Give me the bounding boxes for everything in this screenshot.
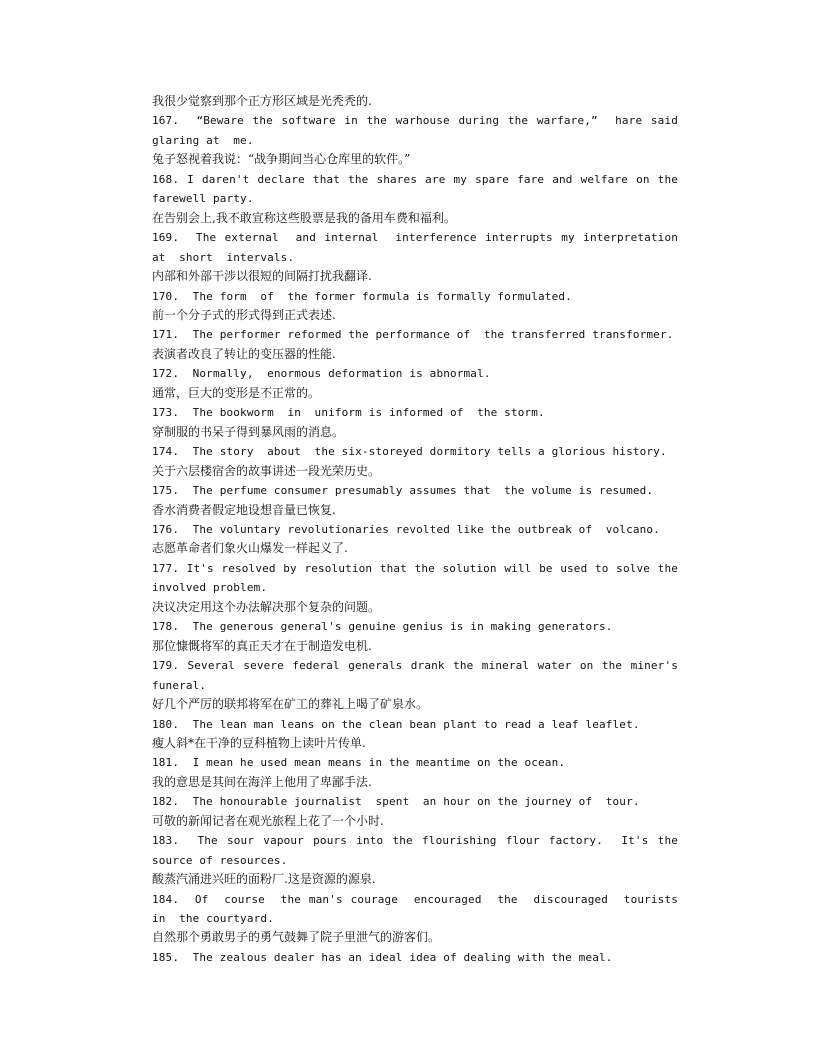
translation-line: 内部和外部干涉以很短的间隔打扰我翻译. <box>152 269 372 284</box>
translation-line: 那位慷慨将军的真正天才在于制造发电机. <box>152 638 372 653</box>
translation-line: 我的意思是其间在海洋上他用了卑鄙手法. <box>152 774 372 789</box>
sentence-line: 173. The bookworm in uniform is informed of the storm. <box>152 406 545 420</box>
sentence-line: 176. The voluntary revolutionaries revolted like the outbreak of volcano. <box>152 522 660 536</box>
translation-line: 酸蒸汽涌进兴旺的面粉厂.这是资源的源泉. <box>152 872 376 887</box>
sentence-line: 179. Several severe federal generals drank the mineral water on the miner's funeral. <box>152 659 685 692</box>
sentence-line: 170. The form of the former formula is formally formulated. <box>152 289 572 303</box>
translation-line: 关于六层楼宿舍的故事讲述一段光荣历史。 <box>152 463 381 478</box>
translation-line: 表演者改良了转让的变压器的性能. <box>152 346 336 361</box>
sentence-line: 171. The performer reformed the performance of the transferred transformer. <box>152 328 674 342</box>
sentence-line: 183. The sour vapour pours into the flourishing flour factory. It's the source of resources. <box>152 834 685 867</box>
translation-line: 穿制服的书呆子得到暴风雨的消息。 <box>152 424 345 439</box>
translation-line: 决议决定用这个办法解决那个复杂的问题。 <box>152 599 381 614</box>
translation-line: 瘦人斜*在干净的豆科植物上读叶片传单. <box>152 735 366 750</box>
sentence-line: 182. The honourable journalist spent an hour on the journey of tour. <box>152 795 640 809</box>
translation-line: 好几个严厉的联邦将军在矿工的葬礼上喝了矿泉水。 <box>152 697 429 712</box>
translation-line: 在告别会上,我不敢宣称这些股票是我的备用车费和福利。 <box>152 210 456 225</box>
translation-line: 通常，巨大的变形是不正常的。 <box>152 385 321 400</box>
translation-line: 兔子怒视着我说：“战争期间当心仓库里的软件。” <box>152 152 411 167</box>
translation-line: 香水消费者假定地设想音量已恢复. <box>152 502 336 517</box>
translation-line: 志愿革命者们象火山爆发一样起义了. <box>152 541 348 556</box>
sentence-line: 174. The story about the six-storeyed dormitory tells a glorious history. <box>152 445 667 459</box>
sentence-line: 168. I daren't declare that the shares are my spare fare and welfare on the farewell party. <box>152 172 685 206</box>
sentence-line: 177. It's resolved by resolution that the solution will be used to solve the involved problem. <box>152 561 685 595</box>
sentence-line: 184. Of course the man's courage encouraged the discouraged tourists in the courtyard. <box>152 892 692 926</box>
translation-line: 自然那个勇敢男子的勇气鼓舞了院子里泄气的游客们。 <box>152 930 441 945</box>
translation-line: 我很少觉察到那个正方形区域是光秃秃的. <box>152 94 372 108</box>
sentence-line: 175. The perfume consumer presumably assumes that the volume is resumed. <box>152 484 654 498</box>
sentence-line: 181. I mean he used mean means in the meantime on the ocean. <box>152 756 566 770</box>
sentence-line: 172. Normally, enormous deformation is abnormal. <box>152 367 491 381</box>
sentence-line: 178. The generous general's genuine genius is in making generators. <box>152 620 613 634</box>
translation-line: 可敬的新闻记者在观光旅程上花了一个小时. <box>152 813 384 828</box>
translation-line: 前一个分子式的形式得到正式表述. <box>152 307 336 322</box>
document-page <box>143 92 692 967</box>
sentence-line: 180. The lean man leans on the clean bean plant to read a leaf leaflet. <box>152 717 640 731</box>
sentence-line: 167. “Beware the software in the warhouse during the warfare,” hare said glaring at me. <box>152 114 685 147</box>
sentence-line: 169. The external and internal interference interrupts my interpretation at short intervals. <box>152 231 685 264</box>
sentence-line: 185. The zealous dealer has an ideal idea of dealing with the meal. <box>152 950 613 964</box>
